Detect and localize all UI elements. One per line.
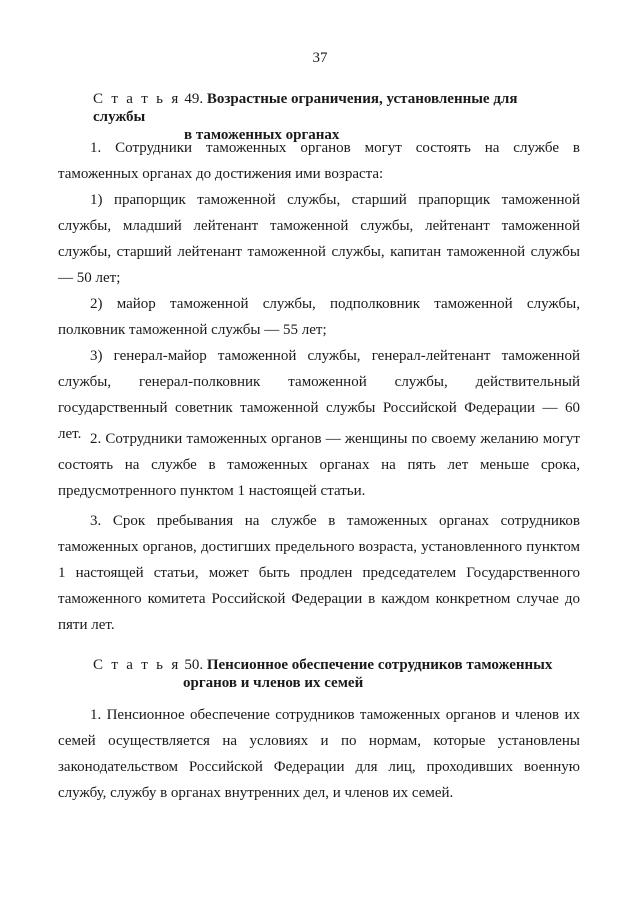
article-50-title-line1: Пенсионное обеспечение сотрудников таможенных [206, 657, 553, 673]
page-number: 37 [312, 50, 328, 66]
article-49-title-line2: в таможенных органах [184, 127, 340, 143]
article-49-title-line1: Возрастные ограничения, установленные для службы [93, 91, 518, 125]
article-49-paragraph-1: 1. Сотрудники таможенных органов могут состоять на службе в таможенных органах до достижения ими возраста: [58, 140, 580, 182]
article-50-number: 50. [184, 657, 204, 673]
article-49-label: С т а т ь я [93, 91, 181, 107]
article-49-paragraph-3: 3. Срок пребывания на службе в таможенных органах сотрудников таможенных органов, достигших предельного возраста, установленного пунктом 1 настоящей статьи, может быть продлен председателем Государственного таможенного комитета Российской Федерации в каждом конкретном случае до пяти лет. [58, 513, 580, 633]
article-49-subitem-2: 2) майор таможенной службы, подполковник таможенной службы, полковник таможенной службы — 55 лет; [58, 296, 580, 338]
article-50-title-line2: органов и членов их семей [183, 675, 364, 691]
article-49-subitem-1: 1) прапорщик таможенной службы, старший прапорщик таможенной службы, младший лейтенант таможенной службы, лейтенант таможенной службы, старший лейтенант таможенной службы, капитан таможенной службы — 50 лет; [58, 192, 580, 286]
article-50-paragraph-1: 1. Пенсионное обеспечение сотрудников таможенных органов и членов их семей осуществляется на условиях и по нормам, которые установлены законодательством Российской Федерации для лиц, проходивших военную службу, службу в органах внутренних дел, и членов их семей. [58, 707, 580, 801]
article-49-subitem-3: 3) генерал-майор таможенной службы, генерал-лейтенант таможенной службы, генерал-полковник таможенной службы, действительный государственный советник таможенной службы Российской Федерации — 60 лет. [58, 348, 580, 442]
article-49-number: 49. [184, 91, 204, 107]
article-50-heading [93, 656, 563, 692]
article-49-paragraph-2: 2. Сотрудники таможенных органов — женщины по своему желанию могут состоять на службе в таможенных органах на пять лет меньше срока, предусмотренного пунктом 1 настоящей статьи. [58, 431, 580, 499]
article-50-label: С т а т ь я [93, 657, 181, 673]
